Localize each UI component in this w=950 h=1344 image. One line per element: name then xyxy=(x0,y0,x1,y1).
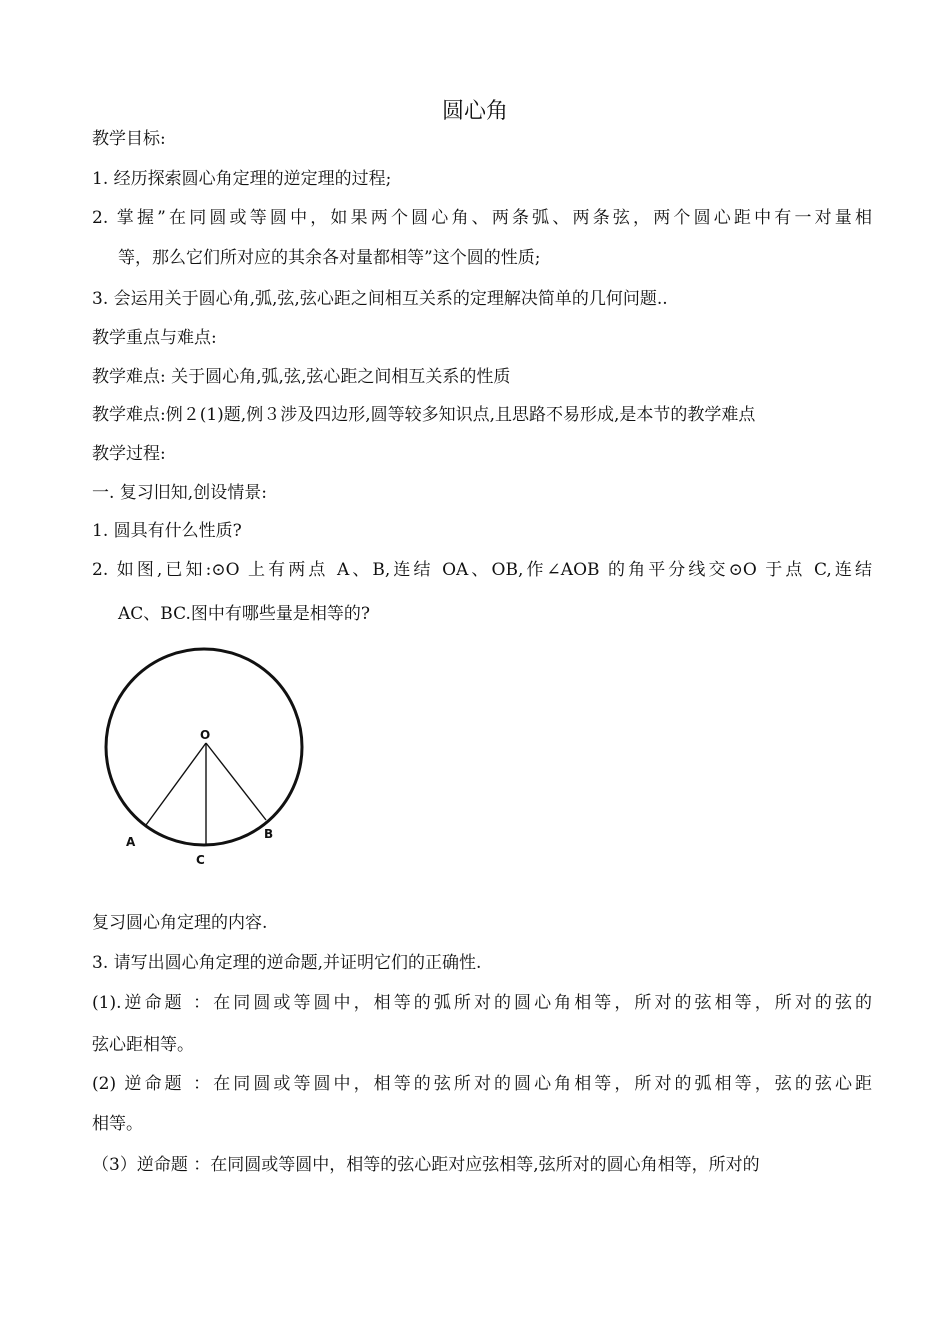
circle-figure xyxy=(96,640,316,880)
converse-2: (2) 逆命题 ：在同圆或等圆中，相等的弦所对的圆心角相等，所对的弧相等，弦的弦心距 xyxy=(92,1074,872,1094)
point-label-o: O xyxy=(200,728,211,742)
segment-ob xyxy=(206,743,266,820)
point-label-b: B xyxy=(264,827,274,841)
converse-2-continued: 相等。 xyxy=(92,1114,143,1134)
question-1: 1. 圆具有什么性质? xyxy=(92,521,242,541)
section-heading-objectives: 教学目标: xyxy=(92,129,166,149)
question-2-continued: AC、BC.图中有哪些量是相等的? xyxy=(118,604,371,624)
objective-item-3: 3. 会运用关于圆心角,弧,弦,弦心距之间相互关系的定理解决简单的几何问题.. xyxy=(92,289,668,309)
section-heading-key-points: 教学重点与难点: xyxy=(92,328,217,348)
question-3: 3. 请写出圆心角定理的逆命题,并证明它们的正确性. xyxy=(92,953,482,973)
section-heading-process: 教学过程: xyxy=(92,444,166,464)
converse-1-continued: 弦心距相等。 xyxy=(92,1035,194,1055)
point-label-a: A xyxy=(126,835,136,849)
circle-o xyxy=(106,649,302,845)
key-point-2: 教学难点:例２(1)题,例３涉及四边形,圆等较多知识点,且思路不易形成,是本节的教学难点 xyxy=(92,405,756,425)
objective-item-1: 1. 经历探索圆心角定理的逆定理的过程; xyxy=(92,169,392,189)
review-note: 复习圆心角定理的内容. xyxy=(92,913,268,933)
segment-oa xyxy=(146,743,206,825)
objective-item-2: 2. 掌握”在同圆或等圆中，如果两个圆心角、两条弧、两条弦，两个圆心距中有一对量相 xyxy=(92,208,872,228)
converse-1: (1).逆命题 ：在同圆或等圆中，相等的弧所对的圆心角相等，所对的弦相等，所对的弦的 xyxy=(92,993,872,1013)
document-title: 圆心角 xyxy=(441,99,508,124)
objective-item-2-continued: 等，那么它们所对应的其余各对量都相等”这个圆的性质; xyxy=(118,248,541,268)
point-label-c: C xyxy=(196,853,205,867)
key-point-1: 教学难点: 关于圆心角,弧,弦,弦心距之间相互关系的性质 xyxy=(92,367,511,387)
question-2: 2. 如图,已知:⊙O 上有两点 A、B,连结 OA、OB,作∠AOB 的角平分线交⊙O 于点 C,连结 xyxy=(92,560,872,580)
process-step-review: 一. 复习旧知,创设情景: xyxy=(92,483,267,503)
converse-3: （3）逆命题 ：在同圆或等圆中，相等的弦心距对应弦相等,弦所对的圆心角相等，所对的 xyxy=(92,1155,760,1175)
